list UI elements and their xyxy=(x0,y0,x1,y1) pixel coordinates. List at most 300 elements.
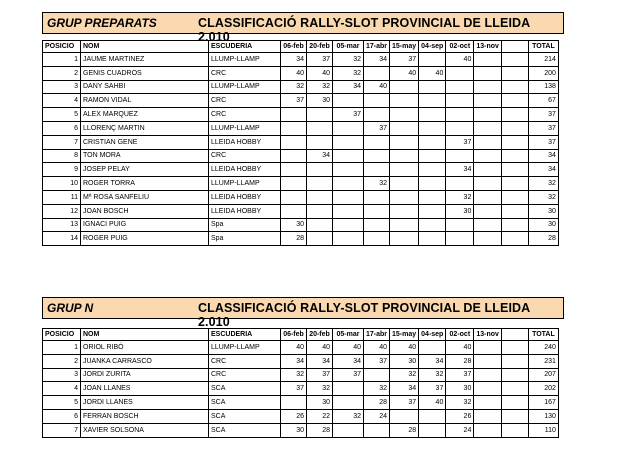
cell-r2 xyxy=(307,108,333,122)
header-r7: 02-oct xyxy=(446,329,474,341)
table-row xyxy=(43,80,559,94)
cell-r3 xyxy=(333,204,364,218)
cell-r8 xyxy=(474,53,502,67)
cell-r8 xyxy=(474,396,502,410)
cell-r4 xyxy=(364,149,390,163)
header-r2: 20-feb xyxy=(307,41,333,53)
cell-r5 xyxy=(390,409,419,423)
cell-r7 xyxy=(446,149,474,163)
cell-r5 xyxy=(390,163,419,177)
cell-total: 37 xyxy=(528,135,558,149)
cell-extra xyxy=(501,163,528,177)
cell-team: CRC xyxy=(209,354,281,368)
group-title: GRUP N xyxy=(47,301,94,315)
table-row xyxy=(43,368,559,382)
cell-team: LLUMP-LLAMP xyxy=(209,80,281,94)
cell-r3: 34 xyxy=(333,80,364,94)
header-r8: 13-nov xyxy=(474,41,502,53)
table-row xyxy=(43,149,559,163)
cell-r3 xyxy=(333,177,364,191)
cell-extra xyxy=(501,368,528,382)
cell-name: FERRAN BOSCH xyxy=(81,409,209,423)
cell-position: 7 xyxy=(43,135,81,149)
cell-r5 xyxy=(390,108,419,122)
cell-r1: 34 xyxy=(281,354,307,368)
cell-r6: 40 xyxy=(419,396,446,410)
cell-r4 xyxy=(364,163,390,177)
cell-r5 xyxy=(390,149,419,163)
cell-r2: 30 xyxy=(307,94,333,108)
cell-r2 xyxy=(307,190,333,204)
table-row xyxy=(43,423,559,437)
cell-r2: 32 xyxy=(307,80,333,94)
cell-r6 xyxy=(419,218,446,232)
cell-r5 xyxy=(390,204,419,218)
cell-r3: 32 xyxy=(333,66,364,80)
cell-r1: 32 xyxy=(281,80,307,94)
cell-r7: 37 xyxy=(446,368,474,382)
cell-team: LLUMP-LLAMP xyxy=(209,53,281,67)
cell-r4 xyxy=(364,423,390,437)
cell-team: LLUMP-LLAMP xyxy=(209,177,281,191)
cell-team: Spa xyxy=(209,232,281,246)
cell-r1 xyxy=(281,149,307,163)
cell-position: 14 xyxy=(43,232,81,246)
cell-total: 167 xyxy=(528,396,558,410)
cell-r2 xyxy=(307,204,333,218)
cell-r1: 32 xyxy=(281,368,307,382)
cell-position: 6 xyxy=(43,121,81,135)
cell-extra xyxy=(501,66,528,80)
cell-total: 30 xyxy=(528,204,558,218)
cell-r2: 34 xyxy=(307,354,333,368)
cell-r6 xyxy=(419,163,446,177)
cell-r1 xyxy=(281,177,307,191)
cell-r8 xyxy=(474,341,502,355)
cell-extra xyxy=(501,121,528,135)
cell-r1: 40 xyxy=(281,66,307,80)
cell-total: 214 xyxy=(528,53,558,67)
cell-position: 13 xyxy=(43,218,81,232)
cell-r7 xyxy=(446,177,474,191)
cell-position: 3 xyxy=(43,80,81,94)
section-banner-grup-n xyxy=(42,297,564,329)
classification-title: CLASSIFICACIÓ RALLY-SLOT PROVINCIAL DE LLEIDA 2.010 xyxy=(198,301,530,329)
cell-r4 xyxy=(364,204,390,218)
header-r6: 04-sep xyxy=(419,41,446,53)
cell-total: 37 xyxy=(528,108,558,122)
cell-r4: 34 xyxy=(364,53,390,67)
cell-r3 xyxy=(333,382,364,396)
table-row xyxy=(43,135,559,149)
cell-r2: 28 xyxy=(307,423,333,437)
table-row xyxy=(43,232,559,246)
cell-r5: 37 xyxy=(390,396,419,410)
cell-name: ROGER PUIG xyxy=(81,232,209,246)
cell-total: 67 xyxy=(528,94,558,108)
cell-r2: 37 xyxy=(307,368,333,382)
header-team: ESCUDERIA xyxy=(209,41,281,53)
cell-r6 xyxy=(419,53,446,67)
cell-name: JOAN BOSCH xyxy=(81,204,209,218)
cell-total: 231 xyxy=(528,354,558,368)
cell-position: 4 xyxy=(43,382,81,396)
cell-r6: 40 xyxy=(419,66,446,80)
cell-r5 xyxy=(390,177,419,191)
cell-position: 2 xyxy=(43,354,81,368)
cell-name: CRISTIAN GENE xyxy=(81,135,209,149)
cell-position: 3 xyxy=(43,368,81,382)
cell-r3: 40 xyxy=(333,341,364,355)
header-r5: 15-may xyxy=(390,41,419,53)
cell-extra xyxy=(501,232,528,246)
cell-extra xyxy=(501,204,528,218)
cell-position: 10 xyxy=(43,177,81,191)
cell-r5 xyxy=(390,232,419,246)
table-row xyxy=(43,354,559,368)
cell-extra xyxy=(501,108,528,122)
cell-r2: 40 xyxy=(307,66,333,80)
cell-team: CRC xyxy=(209,94,281,108)
cell-r5: 32 xyxy=(390,368,419,382)
cell-name: Mª ROSA SANFELIU xyxy=(81,190,209,204)
cell-r5 xyxy=(390,94,419,108)
cell-name: JORDI ZURITA xyxy=(81,368,209,382)
cell-r8 xyxy=(474,409,502,423)
cell-name: DANY SAHBI xyxy=(81,80,209,94)
cell-extra xyxy=(501,341,528,355)
cell-extra xyxy=(501,382,528,396)
cell-r3: 37 xyxy=(333,368,364,382)
cell-r1: 26 xyxy=(281,409,307,423)
cell-r5 xyxy=(390,80,419,94)
cell-name: ORIOL RIBÓ xyxy=(81,341,209,355)
header-r2: 20-feb xyxy=(307,329,333,341)
cell-r7 xyxy=(446,66,474,80)
table-row xyxy=(43,409,559,423)
cell-r8 xyxy=(474,108,502,122)
table-row xyxy=(43,121,559,135)
cell-r5: 28 xyxy=(390,423,419,437)
cell-r3 xyxy=(333,396,364,410)
header-total: TOTAL xyxy=(528,329,558,341)
cell-r6 xyxy=(419,204,446,218)
cell-r2: 34 xyxy=(307,149,333,163)
cell-r7: 30 xyxy=(446,204,474,218)
cell-extra xyxy=(501,396,528,410)
table-row xyxy=(43,177,559,191)
table-row xyxy=(43,218,559,232)
cell-name: IGNACI PUIG xyxy=(81,218,209,232)
cell-team: LLEIDA HOBBY xyxy=(209,135,281,149)
cell-total: 32 xyxy=(528,190,558,204)
cell-r4: 32 xyxy=(364,382,390,396)
header-r3: 05-mar xyxy=(333,41,364,53)
cell-name: RAMON VIDAL xyxy=(81,94,209,108)
cell-r7 xyxy=(446,94,474,108)
cell-position: 4 xyxy=(43,94,81,108)
cell-total: 207 xyxy=(528,368,558,382)
table-row xyxy=(43,382,559,396)
cell-r7: 32 xyxy=(446,396,474,410)
cell-position: 2 xyxy=(43,66,81,80)
cell-r5 xyxy=(390,135,419,149)
cell-r6 xyxy=(419,149,446,163)
cell-r7 xyxy=(446,218,474,232)
cell-r6: 32 xyxy=(419,368,446,382)
cell-team: CRC xyxy=(209,149,281,163)
cell-r6 xyxy=(419,190,446,204)
cell-r5 xyxy=(390,218,419,232)
cell-r2 xyxy=(307,135,333,149)
cell-r3 xyxy=(333,149,364,163)
cell-extra xyxy=(501,149,528,163)
cell-r3 xyxy=(333,423,364,437)
cell-extra xyxy=(501,409,528,423)
cell-extra xyxy=(501,423,528,437)
cell-total: 37 xyxy=(528,121,558,135)
header-name: NOM xyxy=(81,329,209,341)
cell-r3 xyxy=(333,218,364,232)
cell-r1: 37 xyxy=(281,382,307,396)
cell-r8 xyxy=(474,177,502,191)
cell-name: ALEX MARQUEZ xyxy=(81,108,209,122)
cell-r7: 24 xyxy=(446,423,474,437)
cell-r5: 30 xyxy=(390,354,419,368)
cell-r2: 22 xyxy=(307,409,333,423)
cell-team: CRC xyxy=(209,108,281,122)
header-r4: 17-abr xyxy=(364,329,390,341)
cell-extra xyxy=(501,218,528,232)
cell-r1 xyxy=(281,163,307,177)
cell-r4: 40 xyxy=(364,80,390,94)
cell-name: LLORENÇ MARTIN xyxy=(81,121,209,135)
cell-r4: 37 xyxy=(364,121,390,135)
table-row xyxy=(43,163,559,177)
cell-r7 xyxy=(446,121,474,135)
cell-name: JUANKA CARRASCO xyxy=(81,354,209,368)
cell-r7 xyxy=(446,108,474,122)
cell-r5: 34 xyxy=(390,382,419,396)
cell-r7: 40 xyxy=(446,53,474,67)
cell-total: 32 xyxy=(528,177,558,191)
cell-extra xyxy=(501,80,528,94)
classification-title: CLASSIFICACIÓ RALLY-SLOT PROVINCIAL DE LLEIDA 2.010 xyxy=(198,16,530,44)
cell-total: 130 xyxy=(528,409,558,423)
header-r8: 13-nov xyxy=(474,329,502,341)
cell-extra xyxy=(501,354,528,368)
cell-r1 xyxy=(281,108,307,122)
cell-r8 xyxy=(474,163,502,177)
cell-r6: 37 xyxy=(419,382,446,396)
header-r6: 04-sep xyxy=(419,329,446,341)
cell-total: 30 xyxy=(528,218,558,232)
cell-r5 xyxy=(390,121,419,135)
cell-r7 xyxy=(446,80,474,94)
cell-r6 xyxy=(419,108,446,122)
cell-position: 8 xyxy=(43,149,81,163)
cell-r4 xyxy=(364,232,390,246)
cell-r3 xyxy=(333,163,364,177)
cell-total: 110 xyxy=(528,423,558,437)
header-row xyxy=(43,41,559,53)
cell-r4: 37 xyxy=(364,354,390,368)
header-row xyxy=(43,329,559,341)
table-row xyxy=(43,53,559,67)
cell-name: JOAN LLANES xyxy=(81,382,209,396)
cell-extra xyxy=(501,177,528,191)
header-name: NOM xyxy=(81,41,209,53)
cell-r2 xyxy=(307,163,333,177)
cell-r2: 32 xyxy=(307,382,333,396)
cell-name: TON MORA xyxy=(81,149,209,163)
header-r4: 17-abr xyxy=(364,41,390,53)
standings-table-grup-n xyxy=(42,328,559,438)
header-r3: 05-mar xyxy=(333,329,364,341)
cell-r8 xyxy=(474,80,502,94)
cell-r3 xyxy=(333,94,364,108)
cell-r1 xyxy=(281,121,307,135)
header-r1: 06-feb xyxy=(281,41,307,53)
cell-r8 xyxy=(474,135,502,149)
cell-r3: 34 xyxy=(333,354,364,368)
cell-r6: 34 xyxy=(419,354,446,368)
header-team: ESCUDERIA xyxy=(209,329,281,341)
table-row xyxy=(43,396,559,410)
cell-r2 xyxy=(307,121,333,135)
table-row xyxy=(43,204,559,218)
cell-r1 xyxy=(281,190,307,204)
cell-r4 xyxy=(364,218,390,232)
cell-r8 xyxy=(474,218,502,232)
cell-r1: 37 xyxy=(281,94,307,108)
cell-position: 9 xyxy=(43,163,81,177)
cell-r4 xyxy=(364,94,390,108)
cell-team: CRC xyxy=(209,66,281,80)
cell-r5: 40 xyxy=(390,341,419,355)
cell-r5: 37 xyxy=(390,53,419,67)
cell-r4 xyxy=(364,190,390,204)
cell-r6 xyxy=(419,80,446,94)
cell-team: SCA xyxy=(209,409,281,423)
standings-table-preparats xyxy=(42,40,559,246)
cell-r4 xyxy=(364,135,390,149)
table-row xyxy=(43,341,559,355)
cell-r8 xyxy=(474,204,502,218)
cell-r5 xyxy=(390,190,419,204)
cell-r3: 37 xyxy=(333,108,364,122)
cell-r2: 37 xyxy=(307,53,333,67)
header-total: TOTAL xyxy=(528,41,558,53)
cell-r8 xyxy=(474,149,502,163)
cell-name: GENIS CUADROS xyxy=(81,66,209,80)
cell-r3: 32 xyxy=(333,53,364,67)
header-r1: 06-feb xyxy=(281,329,307,341)
cell-r1 xyxy=(281,204,307,218)
cell-extra xyxy=(501,135,528,149)
cell-r1 xyxy=(281,396,307,410)
cell-position: 7 xyxy=(43,423,81,437)
cell-r4 xyxy=(364,66,390,80)
section-banner-preparats xyxy=(42,12,564,44)
cell-r8 xyxy=(474,382,502,396)
cell-name: JORDI LLANES xyxy=(81,396,209,410)
group-title: GRUP PREPARATS xyxy=(47,16,157,30)
cell-extra xyxy=(501,94,528,108)
cell-r8 xyxy=(474,423,502,437)
cell-r5: 40 xyxy=(390,66,419,80)
cell-r8 xyxy=(474,232,502,246)
header-r5: 15-may xyxy=(390,329,419,341)
cell-extra xyxy=(501,53,528,67)
cell-total: 202 xyxy=(528,382,558,396)
cell-r7: 32 xyxy=(446,190,474,204)
cell-r7: 30 xyxy=(446,382,474,396)
table-row xyxy=(43,66,559,80)
cell-team: LLEIDA HOBBY xyxy=(209,190,281,204)
header-position: POSICIO xyxy=(43,41,81,53)
cell-r6 xyxy=(419,341,446,355)
cell-position: 5 xyxy=(43,108,81,122)
cell-r3: 32 xyxy=(333,409,364,423)
table-row xyxy=(43,108,559,122)
cell-total: 138 xyxy=(528,80,558,94)
cell-position: 1 xyxy=(43,53,81,67)
cell-r8 xyxy=(474,354,502,368)
cell-position: 6 xyxy=(43,409,81,423)
cell-r1: 34 xyxy=(281,53,307,67)
cell-r6 xyxy=(419,135,446,149)
cell-r8 xyxy=(474,121,502,135)
cell-r8 xyxy=(474,190,502,204)
header-r7: 02-oct xyxy=(446,41,474,53)
cell-total: 34 xyxy=(528,163,558,177)
cell-r1: 30 xyxy=(281,423,307,437)
cell-r7: 37 xyxy=(446,135,474,149)
cell-position: 11 xyxy=(43,190,81,204)
cell-r1: 30 xyxy=(281,218,307,232)
cell-position: 1 xyxy=(43,341,81,355)
cell-team: LLEIDA HOBBY xyxy=(209,204,281,218)
cell-position: 5 xyxy=(43,396,81,410)
cell-team: CRC xyxy=(209,368,281,382)
table-row xyxy=(43,94,559,108)
cell-team: Spa xyxy=(209,218,281,232)
cell-r7 xyxy=(446,232,474,246)
cell-r7: 28 xyxy=(446,354,474,368)
cell-r4: 40 xyxy=(364,341,390,355)
cell-r8 xyxy=(474,368,502,382)
cell-r3 xyxy=(333,121,364,135)
cell-r2: 40 xyxy=(307,341,333,355)
cell-r4 xyxy=(364,108,390,122)
cell-r4: 24 xyxy=(364,409,390,423)
header-position: POSICIO xyxy=(43,329,81,341)
cell-r6 xyxy=(419,423,446,437)
cell-total: 240 xyxy=(528,341,558,355)
cell-r6 xyxy=(419,232,446,246)
cell-total: 34 xyxy=(528,149,558,163)
cell-team: LLUMP-LLAMP xyxy=(209,341,281,355)
cell-team: SCA xyxy=(209,423,281,437)
cell-r1: 40 xyxy=(281,341,307,355)
cell-r6 xyxy=(419,409,446,423)
cell-r7: 26 xyxy=(446,409,474,423)
cell-r4 xyxy=(364,368,390,382)
cell-r2 xyxy=(307,177,333,191)
cell-r3 xyxy=(333,232,364,246)
cell-r2 xyxy=(307,232,333,246)
